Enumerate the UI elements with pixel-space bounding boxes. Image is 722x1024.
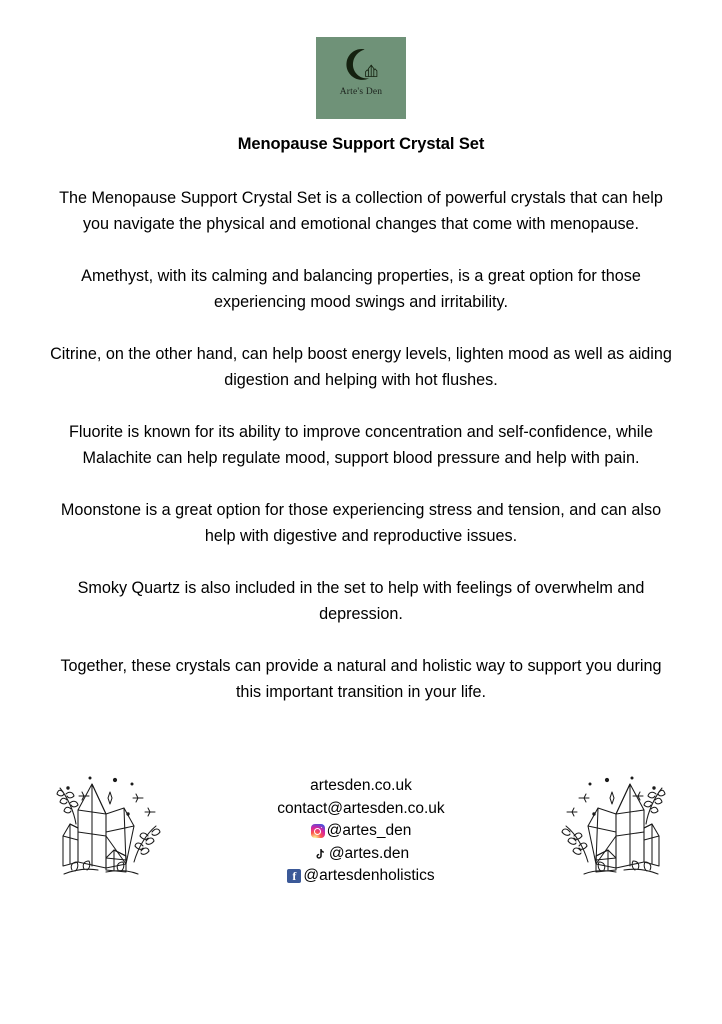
paragraph-intro: The Menopause Support Crystal Set is a collection of powerful crystals that can help you navigate the physical and emotional changes that come with menopause. [59, 189, 663, 233]
paragraph-smoky-quartz: Smoky Quartz is also included in the set to help with feelings of overwhelm and depression. [77, 579, 645, 623]
tiktok-icon [313, 847, 327, 861]
brand-logo [316, 37, 406, 119]
contact-block [0, 775, 722, 888]
email-link[interactable]: contact@artesden.co.uk [277, 799, 445, 817]
paragraph-citrine: Citrine, on the other hand, can help boost energy levels, lighten mood as well as aiding digestion and helping with hot flushes. [50, 345, 672, 389]
paragraph-fluorite-malachite: Fluorite is known for its ability to improve concentration and self-confidence, while Malachite can help regulate mood, support blood pressure and help with pain. [69, 423, 653, 467]
instagram-link[interactable] [0, 820, 722, 843]
tiktok-handle: @artes.den [328, 844, 410, 862]
website-link[interactable]: artesden.co.uk [310, 777, 412, 794]
instagram-handle: @artes_den [326, 822, 412, 839]
crescent-moon-crystal-icon [338, 46, 384, 86]
paragraph-conclusion: Together, these crystals can provide a natural and holistic way to support you during this important transition in your life. [60, 657, 662, 701]
page-title: Menopause Support Crystal Set [237, 135, 485, 153]
paragraph-moonstone: Moonstone is a great option for those experiencing stress and tension, and can also help with digestive and reproductive issues. [60, 501, 662, 545]
logo-wordmark: Arte's Den [339, 87, 383, 97]
document-body [50, 185, 672, 705]
facebook-handle: @artesdenholistics [303, 867, 435, 884]
facebook-link[interactable] [0, 865, 722, 888]
paragraph-amethyst: Amethyst, with its calming and balancing properties, is a great option for those experiencing mood swings and irritability. [81, 267, 641, 311]
facebook-icon: f [287, 869, 301, 883]
logo-green-square [316, 37, 406, 119]
instagram-icon [311, 824, 325, 838]
tiktok-link[interactable] [0, 843, 722, 866]
